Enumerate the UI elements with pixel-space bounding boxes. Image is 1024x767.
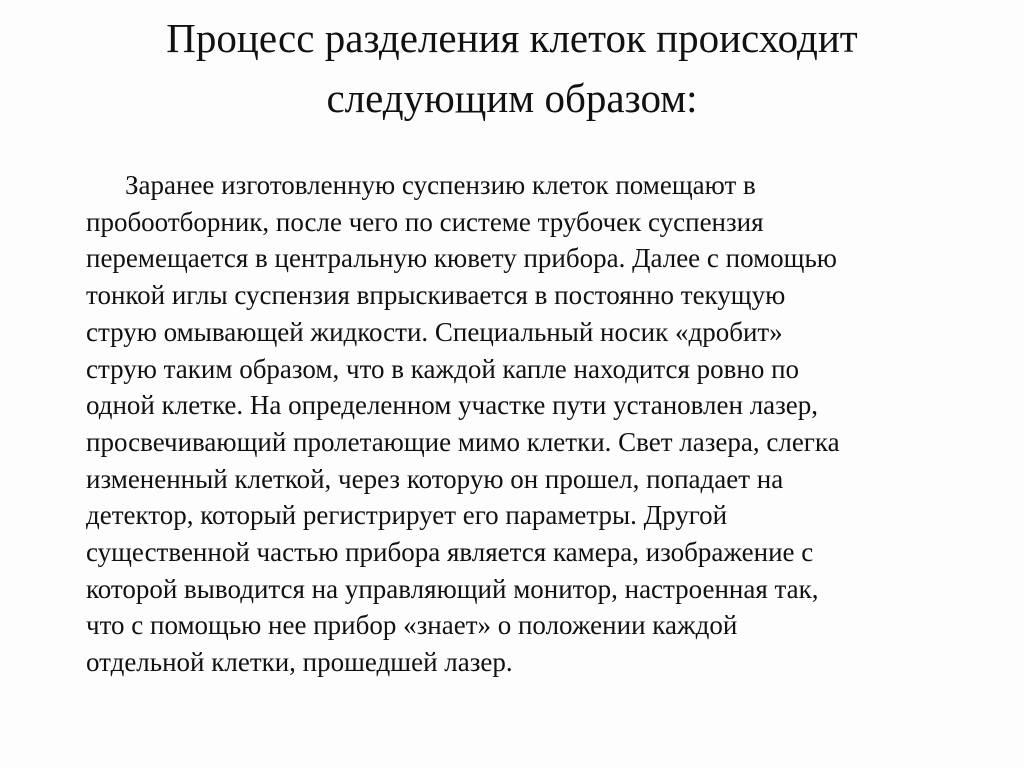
body-line: существенной частью прибора является камера, изображение с — [86, 537, 814, 568]
slide-title — [0, 8, 1024, 128]
body-line: пробоотборник, после чего по системе трубочек суспензия — [86, 206, 764, 237]
body-line: струю омывающей жидкости. Специальный носик «дробит» — [86, 316, 783, 347]
body-line: Заранее изготовленную суспензию клеток помещают в — [125, 170, 756, 200]
body-line: перемещается в центральную кювету прибора. Далее с помощью — [86, 243, 837, 274]
body-line: что с помощью нее прибор «знает» о положении каждой — [86, 610, 738, 641]
title-line: Процесс разделения клеток происходит — [166, 15, 858, 61]
body-line: просвечивающий пролетающие мимо клетки. Свет лазера, слегка — [86, 426, 840, 457]
body-line: струю таким образом, что в каждой капле находится ровно по — [86, 353, 800, 384]
body-line: одной клетке. На определенном участке пути установлен лазер, — [86, 390, 819, 421]
body-line: которой выводится на управляющий монитор, настроенная так, — [86, 573, 819, 604]
body-line: тонкой иглы суспензия впрыскивается в постоянно текущую — [86, 280, 786, 311]
body-line: детектор, который регистрирует его параметры. Другой — [86, 500, 728, 531]
body-line: отдельной клетки, прошедшей лазер. — [86, 647, 513, 678]
body-line: измененный клеткой, через которую он прошел, попадает на — [86, 463, 784, 494]
body-paragraph — [86, 167, 986, 681]
title-line: следующим образом: — [326, 75, 698, 121]
